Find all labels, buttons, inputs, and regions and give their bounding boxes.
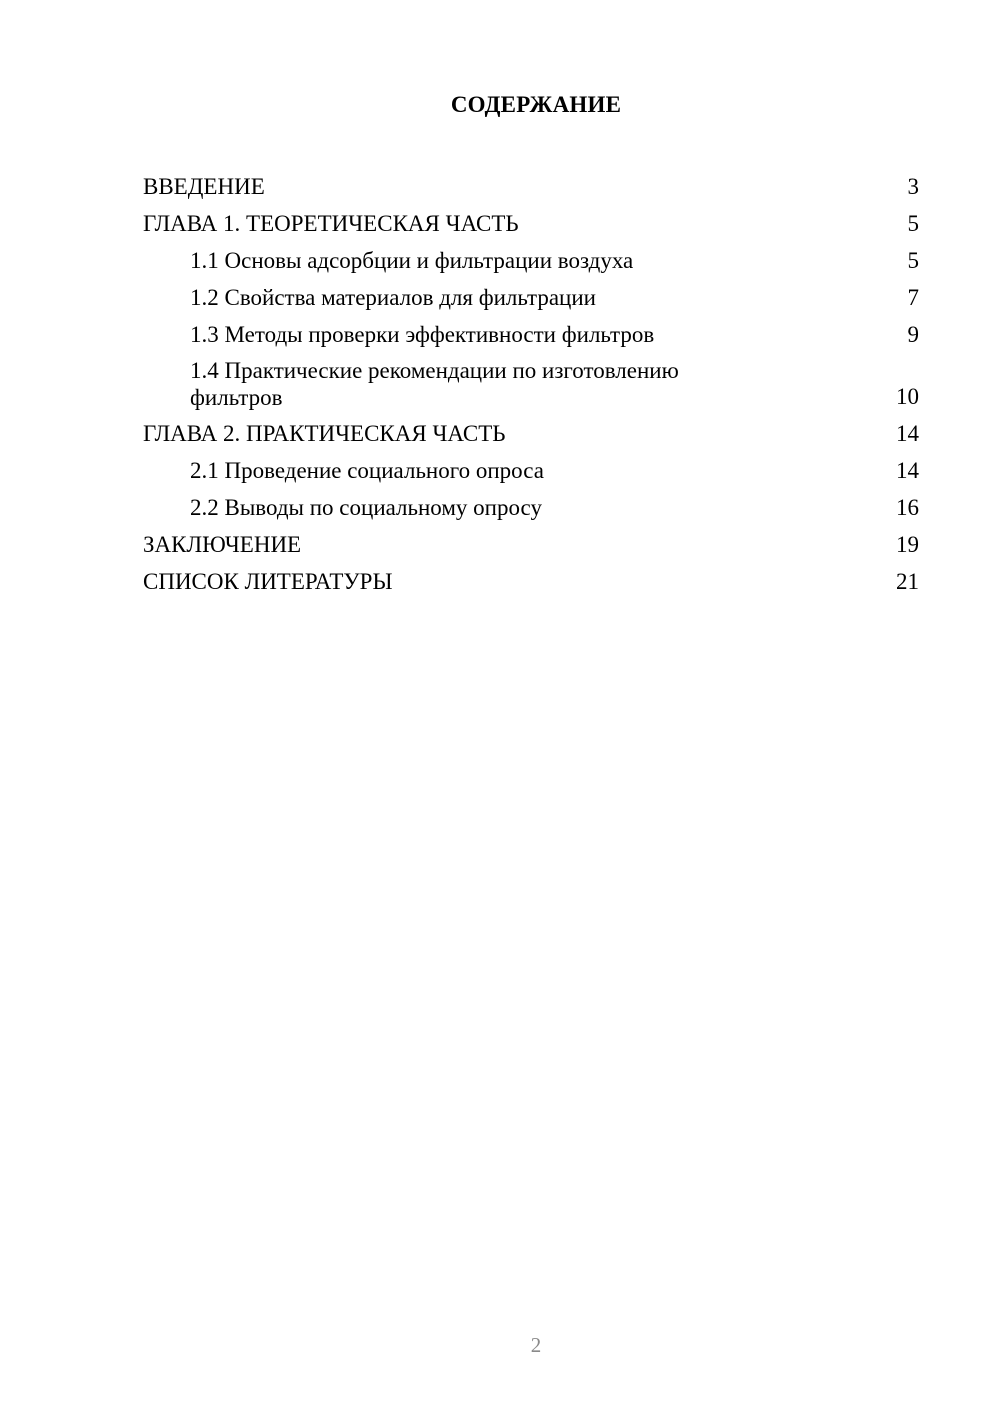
toc-entry-section-1-2[interactable] [143,279,919,316]
toc-entry-page-number: 10 [896,384,919,409]
toc-entry-label: ГЛАВА 1. ТЕОРЕТИЧЕСКАЯ ЧАСТЬ [143,211,519,236]
toc-entry-section-2-2[interactable] [143,489,919,526]
page-number: 2 [530,1333,542,1357]
toc-entry-section-2-1[interactable] [143,452,919,489]
toc-entry-label: 1.4 Практические рекомендации по изготовлению фильтров [190,358,679,410]
toc-entry-label: ГЛАВА 2. ПРАКТИЧЕСКАЯ ЧАСТЬ [143,421,506,446]
toc-entry-label: СПИСОК ЛИТЕРАТУРЫ [143,569,393,594]
toc-entry-page-number: 5 [907,248,919,273]
toc-entry-label: 1.1 Основы адсорбции и фильтрации воздуха [190,248,634,273]
toc-entry-introduction[interactable] [143,168,919,205]
toc-entry-label: 2.2 Выводы по социальному опросу [190,495,542,520]
toc-entry-page-number: 14 [896,458,919,483]
toc-entry-section-1-4[interactable] [143,353,919,415]
toc-entry-page-number: 7 [907,285,919,310]
toc-entry-page-number: 14 [896,421,919,446]
toc-entry-page-number: 5 [907,211,919,236]
toc-entry-page-number: 19 [896,532,919,557]
toc-entry-page-number: 3 [907,174,919,199]
toc-entry-label: 2.1 Проведение социального опроса [190,458,544,483]
toc-entry-references[interactable] [143,563,919,600]
toc-entry-conclusion[interactable] [143,526,919,563]
toc-entry-section-1-3[interactable] [143,316,919,353]
table-of-contents [143,168,919,600]
toc-title: СОДЕРЖАНИЕ [450,92,622,117]
toc-entry-label: 1.2 Свойства материалов для фильтрации [190,285,596,310]
toc-entry-chapter-2[interactable] [143,415,919,452]
toc-entry-label: ЗАКЛЮЧЕНИЕ [143,532,302,557]
toc-entry-chapter-1[interactable] [143,205,919,242]
toc-entry-page-number: 21 [896,569,919,594]
toc-entry-section-1-1[interactable] [143,242,919,279]
toc-entry-page-number: 16 [896,495,919,520]
toc-entry-page-number: 9 [907,322,919,347]
toc-entry-label: 1.3 Методы проверки эффективности фильтров [190,322,655,347]
toc-entry-label: ВВЕДЕНИЕ [143,174,265,199]
